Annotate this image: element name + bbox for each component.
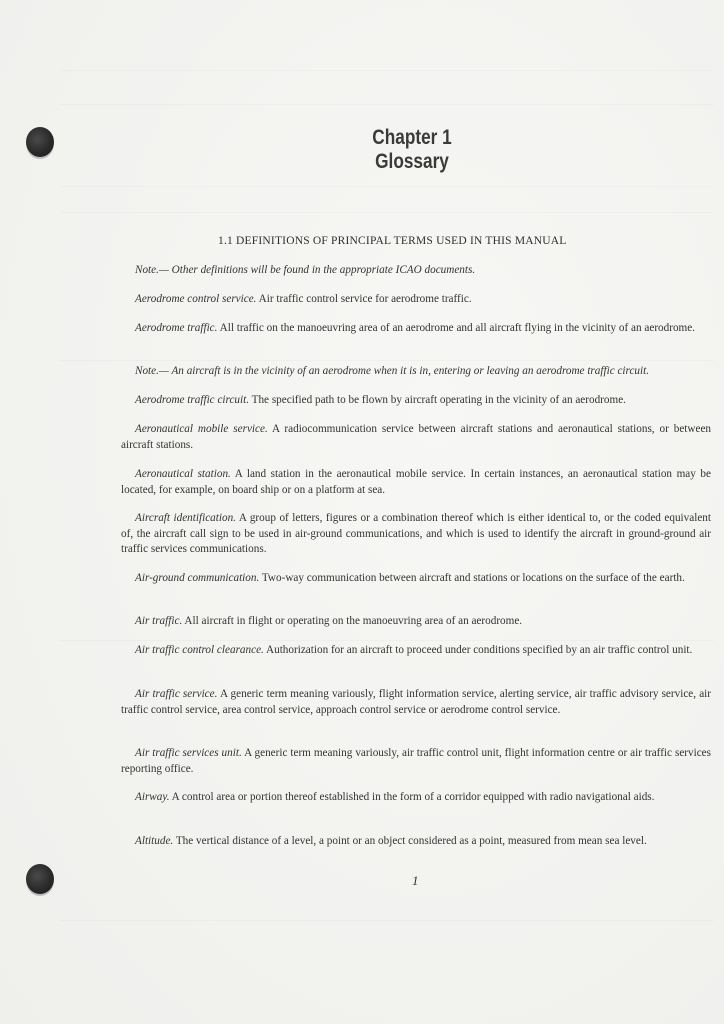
definition-text: All aircraft in flight or operating on the manoeuvring area of an aerodrome. [182, 615, 523, 627]
definition-entry [121, 746, 711, 777]
definition-term: Aerodrome traffic circuit. [135, 394, 250, 406]
definition-term: Altitude. [135, 835, 174, 847]
definition-entry [121, 511, 711, 558]
note-text: Note.— Other definitions will be found in the appropriate ICAO documents. [135, 264, 476, 276]
definition-text: Authorization for an aircraft to proceed under conditions specified by an air traffic control unit. [263, 644, 693, 656]
definition-text: A radiocommunication service between aircraft stations and aeronautical stations, or between aircraft stations. [121, 423, 712, 451]
definition-text: A group of letters, figures or a combination thereof which is either identical to, or the coded equivalent of, the aircraft call sign to be used in air-ground communications, and which is used to identify the aircraft in ground-ground air traffic services communications. [121, 512, 712, 555]
definition-entry [121, 643, 711, 659]
definition-text: A generic term meaning variously, air traffic control unit, flight information centre or air traffic services reporting office. [121, 747, 711, 775]
definition-text: A generic term meaning variously, flight information service, alerting service, air traffic advisory service, air traffic control service, area control service, approach control service or aerodrome control service. [121, 688, 712, 716]
definition-text: A land station in the aeronautical mobile service. In certain instances, an aeronautical station may be located, for example, on board ship or on a platform at sea. [121, 468, 711, 496]
definition-entry [121, 292, 711, 308]
definition-term: Aeronautical station. [135, 468, 231, 480]
definition-term: Aeronautical mobile service. [135, 423, 268, 435]
definition-term: Air traffic. [135, 615, 183, 627]
note-text: Note.— An aircraft is in the vicinity of an aerodrome when it is in, entering or leaving an aerodrome traffic circuit. [135, 365, 650, 377]
page-number: 1 [412, 873, 419, 888]
definition-entry [121, 321, 711, 337]
definition-entry [121, 834, 711, 850]
definition-entry [121, 393, 711, 409]
chapter-heading [74, 126, 668, 174]
definition-term: Air traffic control clearance. [135, 644, 264, 656]
definition-term: Aerodrome control service. [135, 293, 257, 305]
section-heading: 1.1 DEFINITIONS OF PRINCIPAL TERMS USED IN THIS MANUAL [218, 235, 567, 247]
note-vicinity [121, 364, 711, 380]
definition-text: Air traffic control service for aerodrome traffic. [256, 293, 472, 305]
definition-text: Two-way communication between aircraft and stations or locations on the surface of the earth. [259, 572, 685, 584]
definition-text: A control area or portion thereof established in the form of a corridor equipped with radio navigational aids. [169, 791, 655, 803]
bleed-line [60, 640, 714, 641]
definition-term: Aircraft identification. [135, 512, 236, 524]
definition-text: All traffic on the manoeuvring area of an aerodrome and all aircraft flying in the vicinity of an aerodrome. [217, 322, 696, 334]
note-other-definitions [121, 263, 711, 279]
chapter-label: Chapter 1 [372, 126, 452, 149]
definition-entry [121, 571, 711, 587]
bleed-line [60, 920, 714, 921]
definition-term: Airway. [135, 791, 170, 803]
chapter-title: Glossary [375, 150, 449, 173]
definition-entry [121, 687, 711, 718]
definition-entry [121, 467, 711, 498]
definition-text: The vertical distance of a level, a point or an object considered as a point, measured from mean sea level. [173, 835, 647, 847]
definition-term: Air traffic services unit. [135, 747, 242, 759]
definition-term: Air traffic service. [135, 688, 218, 700]
definition-term: Air-ground communication. [135, 572, 260, 584]
definition-term: Aerodrome traffic. [135, 322, 218, 334]
punch-hole [26, 864, 54, 894]
definition-entry [121, 790, 711, 806]
punch-hole [26, 127, 54, 157]
bleed-line [60, 104, 714, 105]
definition-entry [121, 422, 711, 453]
definition-text: The specified path to be flown by aircraft operating in the vicinity of an aerodrome. [249, 394, 626, 406]
bleed-line [60, 212, 714, 213]
bleed-line [60, 186, 714, 187]
bleed-line [60, 70, 714, 71]
definition-entry [121, 614, 711, 630]
bleed-line [60, 360, 714, 361]
